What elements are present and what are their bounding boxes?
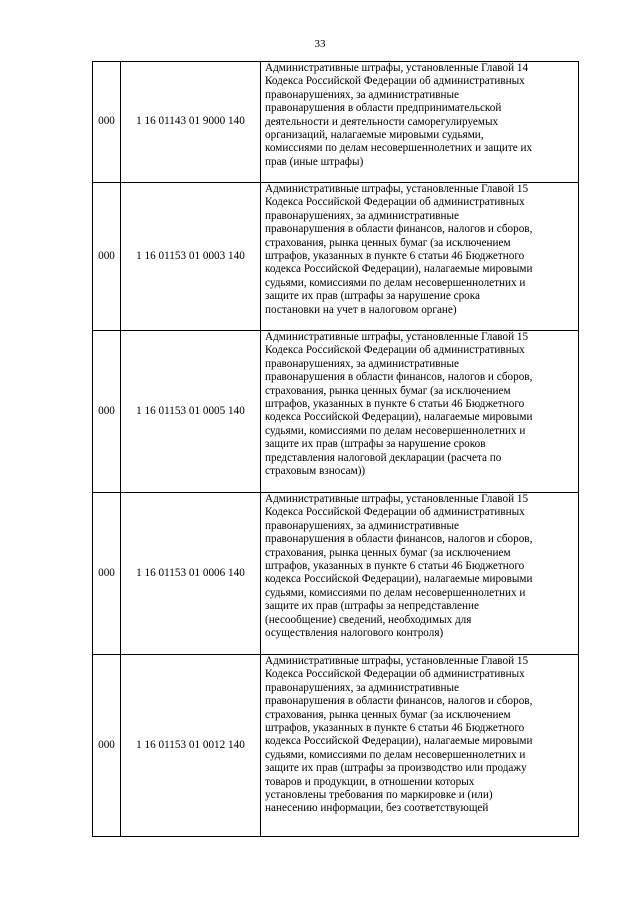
description-line: правонарушениях, за административные <box>265 681 459 694</box>
budget-code-cell: 1 16 01153 01 0003 140 <box>121 183 261 331</box>
description-line: защите их прав (штрафы за нарушение срока <box>265 290 481 303</box>
description-line: правонарушения в области финансов, налогов и сборов, <box>265 223 533 236</box>
description-line: штрафов, указанных в пункте 6 статьи 46 Бюджетного <box>265 722 525 735</box>
description-line: установлены требования по маркировке и (или) <box>265 789 493 802</box>
description-line: штрафов, указанных в пункте 6 статьи 46 Бюджетного <box>265 560 525 573</box>
description-line: Кодекса Российской Федерации об административных <box>265 196 525 209</box>
description-line: кодекса Российской Федерации), налагаемые мировыми <box>265 735 533 748</box>
description-line: судьями, комиссиями по делам несовершеннолетних и <box>265 748 526 761</box>
description-cell <box>261 331 579 493</box>
description-line: штрафов, указанных в пункте 6 статьи 46 Бюджетного <box>265 250 525 263</box>
description-line: судьями, комиссиями по делам несовершеннолетних и <box>265 276 526 289</box>
description-line: правонарушениях, за административные <box>265 209 459 222</box>
description-line: Кодекса Российской Федерации об административных <box>265 668 525 681</box>
description-line: правонарушения в области финансов, налогов и сборов, <box>265 533 533 546</box>
description-cell <box>261 183 579 331</box>
budget-code-cell: 1 16 01153 01 0012 140 <box>121 655 261 837</box>
budget-classification-table <box>92 61 579 837</box>
description-line: комиссиями по делам несовершеннолетних и защите их <box>265 142 533 155</box>
description-line: правонарушениях, за административные <box>265 357 459 370</box>
budget-code-cell: 1 16 01153 01 0006 140 <box>121 493 261 655</box>
description-line: страхования, рынка ценных бумаг (за исключением <box>265 708 511 721</box>
description-line: деятельности и деятельности саморегулируемых <box>265 115 499 128</box>
description-line: страхования, рынка ценных бумаг (за исключением <box>265 546 511 559</box>
description-line: организаций, налагаемые мировыми судьями, <box>265 129 484 142</box>
description-line: страхования, рынка ценных бумаг (за исключением <box>265 384 511 397</box>
description-line: судьями, комиссиями по делам несовершеннолетних и <box>265 586 526 599</box>
description-line: защите их прав (штрафы за непредставление <box>265 600 479 613</box>
description-line: страхования, рынка ценных бумаг (за исключением <box>265 236 511 249</box>
description-line: страховым взносам)) <box>265 465 366 478</box>
budget-code-cell: 1 16 01143 01 9000 140 <box>121 62 261 183</box>
description-line: Кодекса Российской Федерации об административных <box>265 75 525 88</box>
description-cell <box>261 62 579 183</box>
description-line: Административные штрафы, установленные Главой 15 <box>265 183 529 195</box>
budget-code-cell: 1 16 01153 01 0005 140 <box>121 331 261 493</box>
description-line: правонарушения в области финансов, налогов и сборов, <box>265 695 533 708</box>
table-row <box>93 655 579 837</box>
description-line: Административные штрафы, установленные Главой 15 <box>265 331 529 343</box>
description-line: штрафов, указанных в пункте 6 статьи 46 Бюджетного <box>265 398 525 411</box>
description-line: кодекса Российской Федерации), налагаемые мировыми <box>265 411 533 424</box>
description-line: постановки на учет в налоговом органе) <box>265 303 457 316</box>
description-cell <box>261 493 579 655</box>
admin-code-cell: 000 <box>93 493 121 655</box>
description-line: осуществления налогового контроля) <box>265 627 444 640</box>
admin-code-cell: 000 <box>93 655 121 837</box>
table-row <box>93 331 579 493</box>
description-line: прав (иные штрафы) <box>265 155 364 168</box>
admin-code-cell: 000 <box>93 62 121 183</box>
description-line: Административные штрафы, установленные Главой 15 <box>265 655 529 667</box>
description-line: правонарушениях, за административные <box>265 88 459 101</box>
description-line: товаров и продукции, в отношении которых <box>265 775 475 788</box>
description-line: правонарушения в области финансов, налогов и сборов, <box>265 371 533 384</box>
description-cell <box>261 655 579 837</box>
description-line: правонарушениях, за административные <box>265 519 459 532</box>
description-line: кодекса Российской Федерации), налагаемые мировыми <box>265 573 533 586</box>
description-line: (несообщение) сведений, необходимых для <box>265 613 472 626</box>
description-line: правонарушения в области предпринимательской <box>265 102 502 115</box>
description-line: Административные штрафы, установленные Главой 15 <box>265 493 529 505</box>
table-row <box>93 62 579 183</box>
admin-code-cell: 000 <box>93 183 121 331</box>
description-line: Кодекса Российской Федерации об административных <box>265 344 525 357</box>
description-line: представления налоговой декларации (расчета по <box>265 451 502 464</box>
description-line: судьями, комиссиями по делам несовершеннолетних и <box>265 424 526 437</box>
admin-code-cell: 000 <box>93 331 121 493</box>
table-row <box>93 493 579 655</box>
page-number: 33 <box>314 38 326 50</box>
table-row <box>93 183 579 331</box>
description-line: нанесению информации, без соответствующей <box>265 802 489 815</box>
description-line: защите их прав (штрафы за нарушение сроков <box>265 438 486 451</box>
description-line: защите их прав (штрафы за производство или продажу <box>265 762 527 775</box>
description-line: Кодекса Российской Федерации об административных <box>265 506 525 519</box>
description-line: кодекса Российской Федерации), налагаемые мировыми <box>265 263 533 276</box>
description-line: Административные штрафы, установленные Главой 14 <box>265 62 529 74</box>
table-body <box>93 62 579 837</box>
